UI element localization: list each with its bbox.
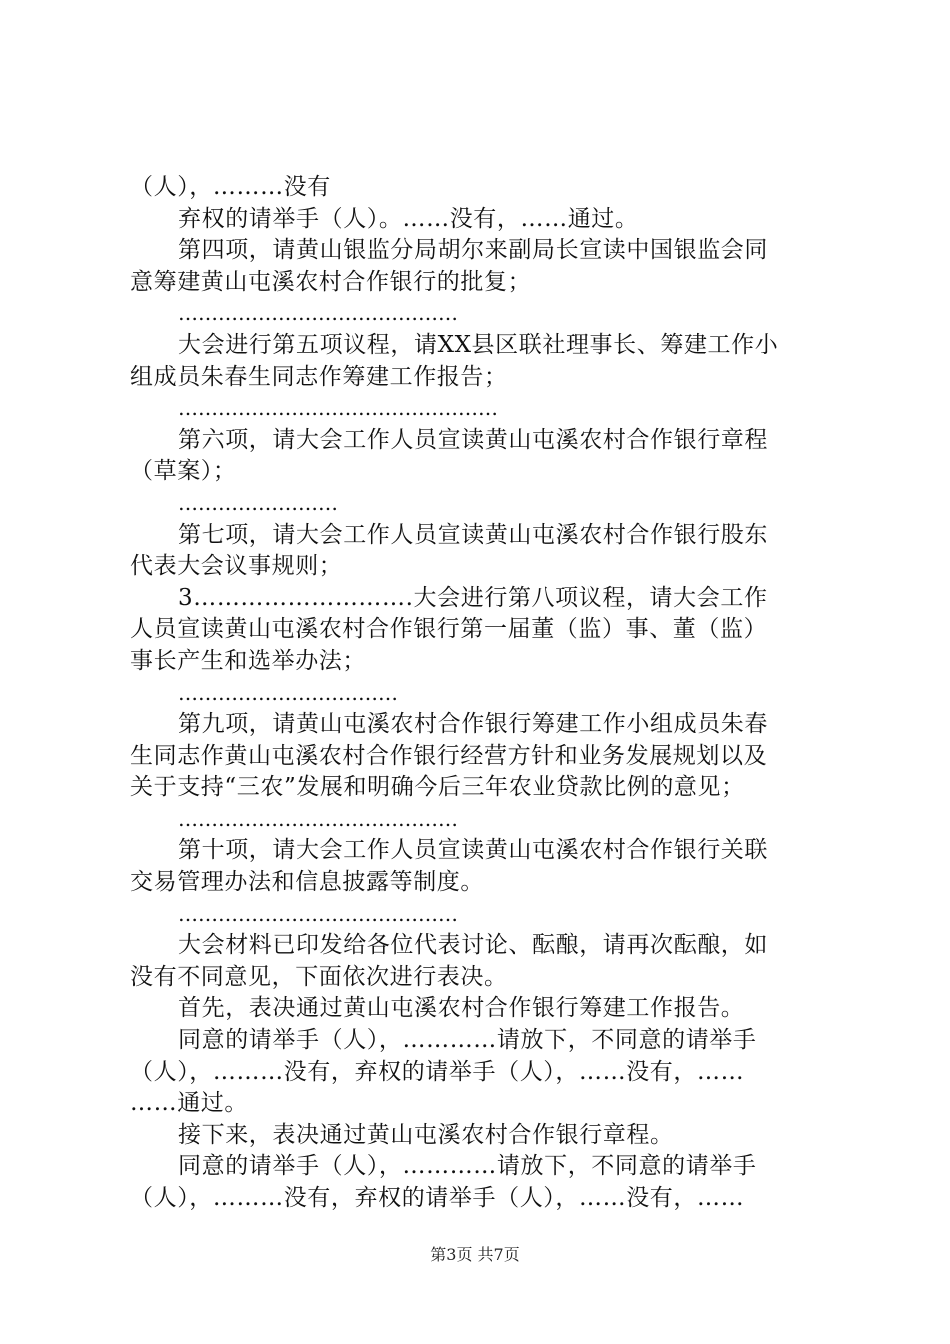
text-line: 大会进行第五项议程，请XX县区联社理事长、筹建工作小 bbox=[178, 331, 779, 358]
text-line: 同意的请举手（人），…………请放下，不同意的请举手 bbox=[178, 1027, 757, 1054]
text-line: 人员宣读黄山屯溪农村合作银行第一届董（监）事、董（监） bbox=[130, 616, 768, 643]
text-line: （草案）； bbox=[130, 458, 237, 485]
text-line: 组成员朱春生同志作筹建工作报告； bbox=[130, 363, 508, 390]
dotted-leader-line: …………………………………… bbox=[178, 301, 458, 326]
page-footer bbox=[0, 1242, 950, 1265]
text-line: （人），………没有 bbox=[130, 174, 331, 200]
text-line: 大会材料已印发给各位代表讨论、酝酿，请再次酝酿，如 bbox=[178, 932, 768, 959]
text-line: 事长产生和选举办法； bbox=[130, 647, 366, 674]
text-line: 3……………………….大会进行第八项议程，请大会工作 bbox=[178, 584, 768, 611]
text-line: 第四项，请黄山银监分局胡尔来副局长宣读中国银监会同 bbox=[178, 237, 768, 264]
dotted-leader-line: …………………………………… bbox=[178, 806, 458, 831]
text-line: 意筹建黄山屯溪农村合作银行的批复； bbox=[130, 268, 532, 295]
text-line: 关于支持“三农”发展和明确今后三年农业贷款比例的意见； bbox=[130, 774, 745, 801]
text-line: 生同志作黄山屯溪农村合作银行经营方针和业务发展规划以及 bbox=[130, 742, 768, 769]
page-number-label: 第3页 共7页 bbox=[430, 1245, 520, 1264]
text-line: 接下来，表决通过黄山屯溪农村合作银行章程。 bbox=[178, 1121, 674, 1148]
text-line: 同意的请举手（人），…………请放下，不同意的请举手 bbox=[178, 1153, 757, 1180]
document-body bbox=[130, 172, 830, 1215]
text-line: 第七项，请大会工作人员宣读黄山屯溪农村合作银行股东 bbox=[178, 521, 768, 548]
dotted-leader-line: …………………………… bbox=[178, 680, 398, 705]
dotted-leader-line: …………………………………… bbox=[178, 901, 458, 926]
text-line: 交易管理办法和信息披露等制度。 bbox=[130, 869, 484, 896]
text-line: 没有不同意见，下面依次进行表决。 bbox=[130, 963, 508, 990]
text-line: （人），………没有，弃权的请举手（人），……没有，…… bbox=[130, 1185, 745, 1211]
text-line: 第六项，请大会工作人员宣读黄山屯溪农村合作银行章程 bbox=[178, 426, 768, 453]
text-line: 第九项，请黄山屯溪农村合作银行筹建工作小组成员朱春 bbox=[178, 711, 768, 738]
text-line: ……通过。 bbox=[130, 1090, 248, 1117]
text-line: 第十项，请大会工作人员宣读黄山屯溪农村合作银行关联 bbox=[178, 837, 768, 864]
dotted-leader-line: ………………………………………… bbox=[178, 396, 498, 421]
text-line: （人），………没有，弃权的请举手（人），……没有，…… bbox=[130, 1058, 745, 1085]
text-line: 代表大会议事规则； bbox=[130, 553, 343, 580]
dotted-leader-line: …………………… bbox=[178, 490, 338, 515]
text-line: 弃权的请举手（人）。……没有，……通过。 bbox=[178, 205, 639, 232]
text-line: 首先，表决通过黄山屯溪农村合作银行筹建工作报告。 bbox=[178, 995, 745, 1022]
